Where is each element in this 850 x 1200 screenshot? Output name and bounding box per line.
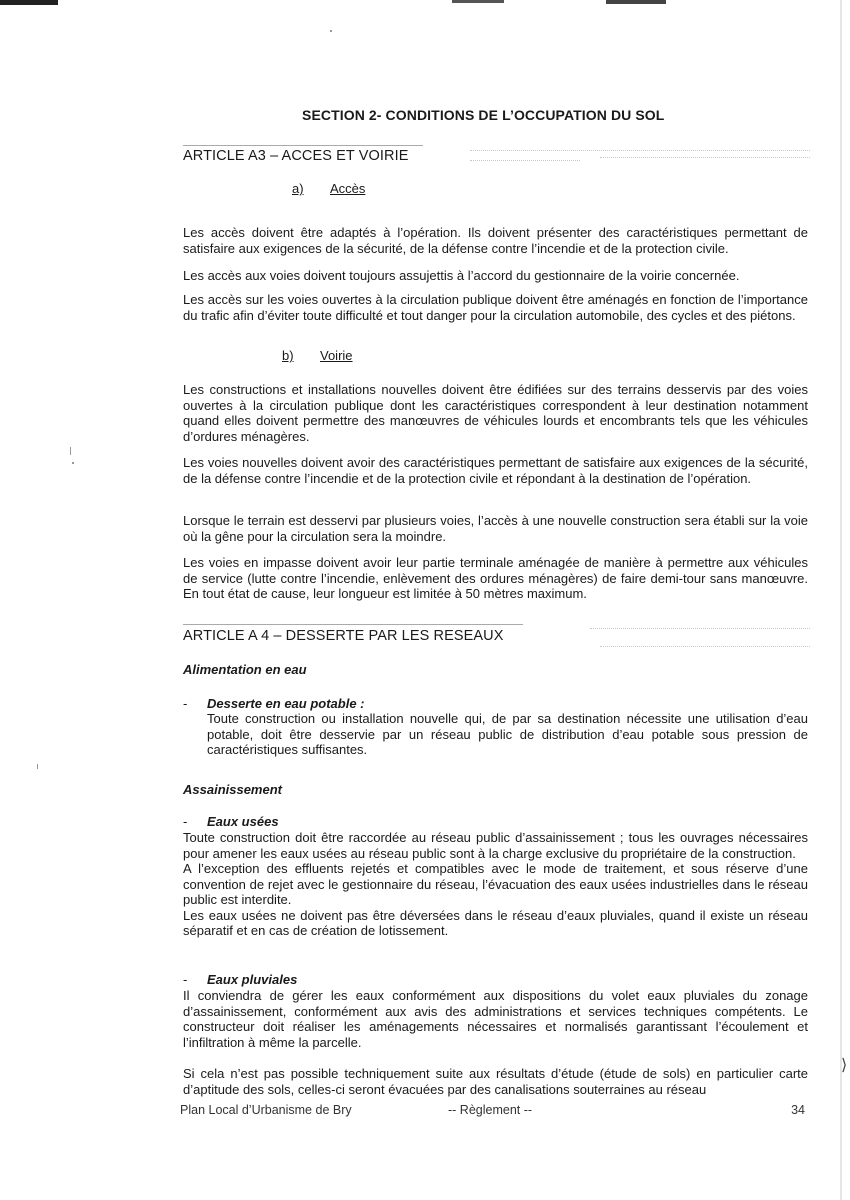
scan-dashes bbox=[590, 628, 810, 630]
paragraph-voirie-2: Les voies nouvelles doivent avoir des caractéristiques permettant de satisfaire aux exigences de la sécurité, de la défense contre l’incendie et de la protection civile et répondant à la destination de l’opération. bbox=[183, 455, 808, 486]
scan-dashes bbox=[600, 646, 810, 648]
bullet-title: Eaux pluviales bbox=[207, 972, 298, 987]
article-a4-rule bbox=[183, 624, 523, 625]
heading-alimentation-eau: Alimentation en eau bbox=[183, 662, 307, 677]
bullet-desserte-eau bbox=[183, 696, 365, 711]
scan-edge-right bbox=[606, 0, 666, 4]
subsection-label: Voirie bbox=[320, 348, 353, 363]
scan-speck bbox=[72, 462, 74, 464]
paragraph-acces-1: Les accès doivent être adaptés à l’opération. Ils doivent présenter des caractéristiques permettant de satisfaire aux exigences de la sécurité, de la défense contre l’incendie et de la protection civile. bbox=[183, 225, 808, 256]
bullet-eaux-usees bbox=[183, 814, 279, 829]
paragraph-voirie-4: Les voies en impasse doivent avoir leur partie terminale aménagée de manière à permettre aux véhicules de service (lutte contre l’incendie, enlèvement des ordures ménagères) de faire demi-tour sans manœuvre. En tout état de cause, leur longueur est limitée à 50 mètres maximum. bbox=[183, 555, 808, 601]
scan-dashes bbox=[470, 150, 810, 152]
bullet-title: Desserte en eau potable : bbox=[207, 696, 365, 711]
paragraph-eaux-usees: Toute construction doit être raccordée au réseau public d’assainissement ; tous les ouvrages nécessaires pour amener les eaux usées au réseau public sont à la charge exclusive du propriétaire de la construction. A l’exception des effluents rejetés et compatibles avec le mode de traitement, et sous réserve d’une convention de rejet avec le gestionnaire du réseau, l’évacuation des eaux usées industrielles dans le réseau public est interdite. Les eaux usées ne doivent pas être déversées dans le réseau d’eaux pluviales, quand il existe un réseau séparatif et en cas de création de lotissement. bbox=[183, 830, 808, 938]
scan-tick bbox=[70, 447, 71, 455]
subsection-voirie bbox=[282, 348, 353, 363]
scan-edge-left bbox=[0, 0, 58, 5]
binder-mark: ⟩ bbox=[841, 1057, 848, 1074]
scan-tick bbox=[37, 764, 38, 769]
scan-right-edge bbox=[840, 0, 842, 1200]
scan-dashes bbox=[600, 157, 810, 159]
bullet-eaux-pluviales bbox=[183, 972, 297, 987]
footer-document-title: Plan Local d’Urbanisme de Bry bbox=[180, 1103, 352, 1117]
paragraph-evacuation: Si cela n’est pas possible techniquement suite aux résultats d’étude (étude de sols) en particulier carte d’aptitude des sols, celles-ci seront évacuées par des canalisations souterraines au réseau bbox=[183, 1066, 808, 1097]
bullet-dash: - bbox=[183, 814, 188, 829]
footer-section: -- Règlement -- bbox=[448, 1103, 533, 1117]
paragraph-desserte-eau: Toute construction ou installation nouvelle qui, de par sa destination nécessite une utilisation d’eau potable, doit être desservie par un réseau public de distribution d’eau potable sous pression de caractéristiques suffisantes. bbox=[207, 711, 808, 757]
paragraph-acces-2: Les accès aux voies doivent toujours assujettis à l’accord du gestionnaire de la voirie concernée. bbox=[183, 268, 740, 283]
subsection-number: a) bbox=[292, 181, 304, 196]
paragraph-voirie-1: Les constructions et installations nouvelles doivent être édifiées sur des terrains desservis par des voies ouvertes à la circulation publique dont les caractéristiques correspondent à leur destination notamment quand elles doivent permettre des manœuvres de véhicules lourds et encombrants tels que les véhicules d’ordures ménagères. bbox=[183, 382, 808, 444]
heading-assainissement: Assainissement bbox=[183, 782, 282, 797]
bullet-dash: - bbox=[183, 696, 188, 711]
bullet-title: Eaux usées bbox=[207, 814, 279, 829]
paragraph-voirie-3: Lorsque le terrain est desservi par plusieurs voies, l’accès à une nouvelle construction sera établi sur la voie où la gêne pour la circulation sera la moindre. bbox=[183, 513, 808, 544]
article-a3-rule bbox=[183, 145, 423, 146]
subsection-label: Accès bbox=[330, 181, 366, 196]
article-a3-title: ARTICLE A3 – ACCES ET VOIRIE bbox=[183, 148, 409, 164]
paragraph-eaux-pluviales: Il conviendra de gérer les eaux conformément aux dispositions du volet eaux pluviales du zonage d’assainissement, conformément aux avis des administrations et services techniques compétents. Le constructeur doit réaliser les aménagements nécessaires et normalisés garantissant l’écoulement et l’infiltration à même la parcelle. bbox=[183, 988, 808, 1050]
article-a4-title: ARTICLE A 4 – DESSERTE PAR LES RESEAUX bbox=[183, 628, 504, 644]
subsection-acces bbox=[292, 181, 365, 196]
paragraph-acces-3: Les accès sur les voies ouvertes à la circulation publique doivent être aménagés en fonction de l’importance du trafic afin d’éviter toute difficulté et tout danger pour la circulation automobile, des cycles et des piétons. bbox=[183, 292, 808, 323]
subsection-number: b) bbox=[282, 348, 294, 363]
bullet-dash: - bbox=[183, 972, 188, 987]
page-number: 34 bbox=[791, 1103, 805, 1117]
scan-speck bbox=[330, 30, 332, 32]
section-title: SECTION 2- CONDITIONS DE L’OCCUPATION DU SOL bbox=[302, 107, 665, 123]
scan-dashes bbox=[470, 160, 580, 162]
scan-edge-mid bbox=[452, 0, 504, 3]
